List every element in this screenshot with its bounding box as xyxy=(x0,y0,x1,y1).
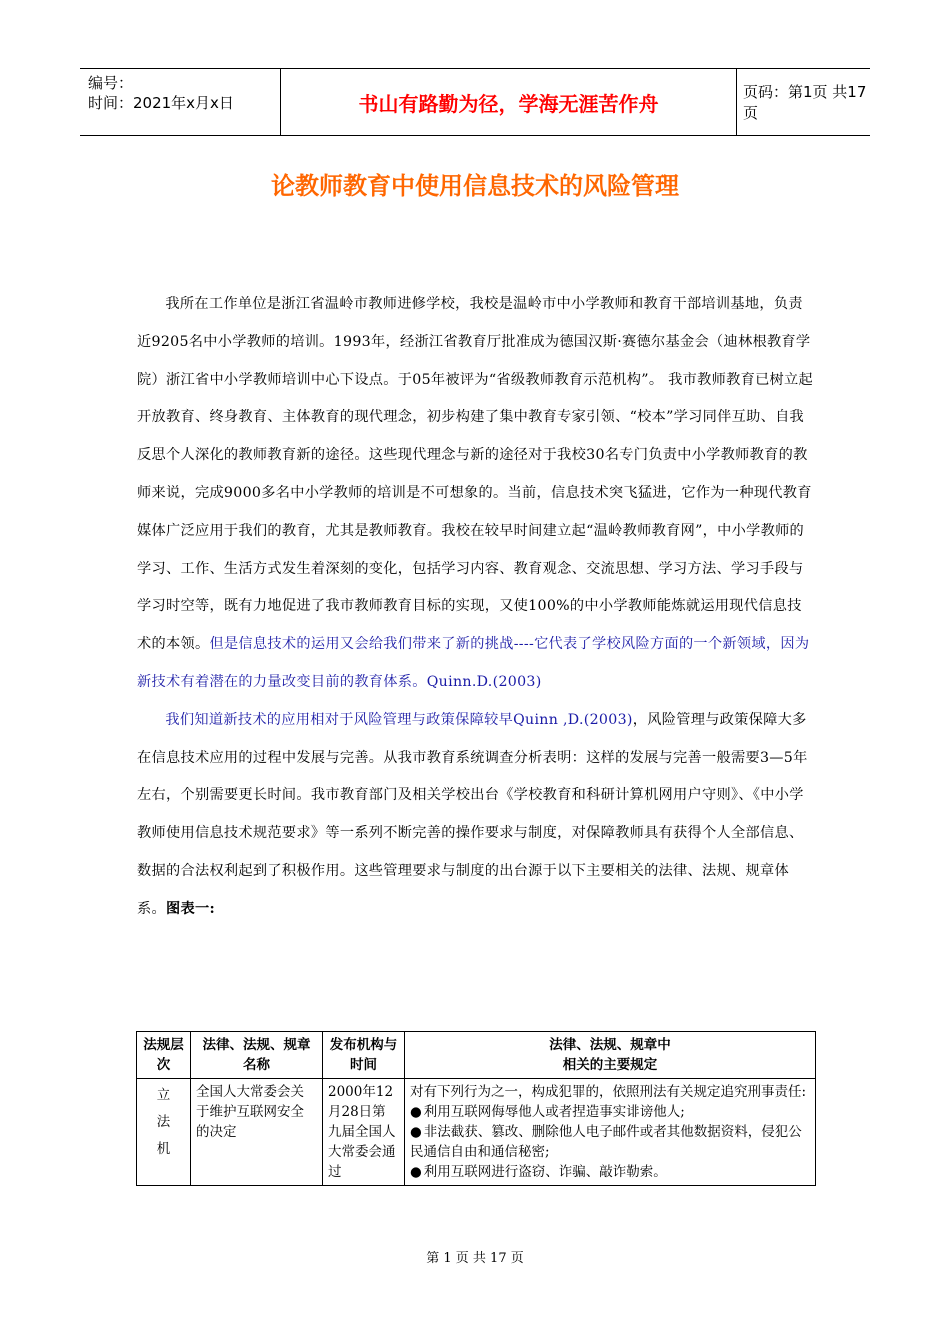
cell-level-text: 立 法 机 xyxy=(156,1087,171,1157)
document-body xyxy=(137,286,815,929)
table-header-row xyxy=(137,1032,816,1079)
page-header xyxy=(80,68,870,136)
header-issuer: 发布机构与时间 xyxy=(323,1032,405,1079)
cell-rules xyxy=(405,1079,816,1186)
laws-table xyxy=(136,1031,816,1186)
document-title: 论教师教育中使用信息技术的风险管理 xyxy=(271,172,679,200)
header-name: 法律、法规、规章名称 xyxy=(191,1032,323,1079)
paragraph-2 xyxy=(137,702,815,929)
document-time: 时间：2021年x月x日 xyxy=(88,94,234,112)
header-rules-line2: 相关的主要规定 xyxy=(562,1057,658,1073)
list-item: ● 利用互联网进行盗窃、诈骗、敲诈勒索。 xyxy=(410,1162,810,1182)
paragraph-1-highlight: 但是信息技术的运用又会给我们带来了新的挑战----它代表了学校风险方面的一个新领域，因为新技术有着潜在的力量改变目前的教育体系。Quinn.D.(2003) xyxy=(137,636,810,690)
rules-intro: 对有下列行为之一，构成犯罪的，依照刑法有关规定追究刑事责任: xyxy=(410,1084,807,1100)
paragraph-2-text: ，风险管理与政策保障大多在信息技术应用的过程中发展与完善。从我市教育系统调查分析表明：这样的发展与完善一般需要3—5年左右，个别需要更长时间。我市教育部门及相关学校出台《学校教育和科研计算机网用户守则》、《中小学教师使用信息技术规范要求》等一系列不断完善的操作要求与制度，对保障教师具有获得个人全部信息、数据的合法权利起到了积极作用。这些管理要求与制度的出台源于以下主要相关的法律、法规、规章体系。 xyxy=(137,711,808,917)
header-page-info: 页码：第1页 共17页 xyxy=(743,83,867,122)
header-rules-line1: 法律、法规、规章中 xyxy=(549,1037,671,1053)
list-item: ● 非法截获、篡改、删除他人电子邮件或者其他数据资料，侵犯公民通信自由和通信秘密; xyxy=(410,1122,810,1162)
paragraph-2-highlight: 我们知道新技术的应用相对于风险管理与政策保障较早Quinn ,D.(2003) xyxy=(165,711,633,728)
cell-issuer: 2000年12月28日第九届全国人大常委会通过 xyxy=(323,1079,405,1186)
cell-name: 全国人大常委会关于维护互联网安全的决定 xyxy=(191,1079,323,1186)
header-motto: 书山有路勤为径，学海无涯苦作舟 xyxy=(280,69,737,135)
list-item: ● 利用互联网侮辱他人或者捏造事实诽谤他人; xyxy=(410,1102,810,1122)
paragraph-1 xyxy=(137,286,815,702)
header-meta xyxy=(88,73,278,113)
table-row xyxy=(137,1079,816,1186)
header-rules xyxy=(405,1032,816,1079)
page-footer: 第 1 页 共 17 页 xyxy=(426,1251,524,1266)
paragraph-1-text: 我所在工作单位是浙江省温岭市教师进修学校，我校是温岭市中小学教师和教育干部培训基地，负责近9205名中小学教师的培训。1993年，经浙江省教育厅批准成为德国汉斯·赛德尔基金会（迪林根教育学院）浙江省中小学教师培训中心下设点。于05年被评为“省级教师教育示范机构”。 我市教师教育已树立起开放教育、终身教育、主体教育的现代理念，初步构建了集中教育专家引领、“校本”学习同伴互助、自我反思个人深化的教师教育新的途径。这些现代理念与新的途径对于我校30名专门负责中小学教师教育的教师来说，完成9000多名中小学教师的培训是不可想象的。当前，信息技术突飞猛进，它作为一种现代教育媒体广泛应用于我们的教育，尤其是教师教育。我校在较早时间建立起“温岭教师教育网”，中小学教师的学习、工作、生活方式发生着深刻的变化，包括学习内容、教育观念、交流思想、学习方法、学习手段与学习时空等，既有力地促进了我市教师教育目标的实现，又使100%的中小学教师能炼就运用现代信息技术的本领。 xyxy=(137,296,814,653)
header-level: 法规层次 xyxy=(137,1032,191,1079)
cell-level xyxy=(137,1079,191,1186)
figure-caption: 图表一: xyxy=(165,900,215,917)
rules-list xyxy=(410,1102,810,1182)
document-number: 编号： xyxy=(88,74,134,92)
